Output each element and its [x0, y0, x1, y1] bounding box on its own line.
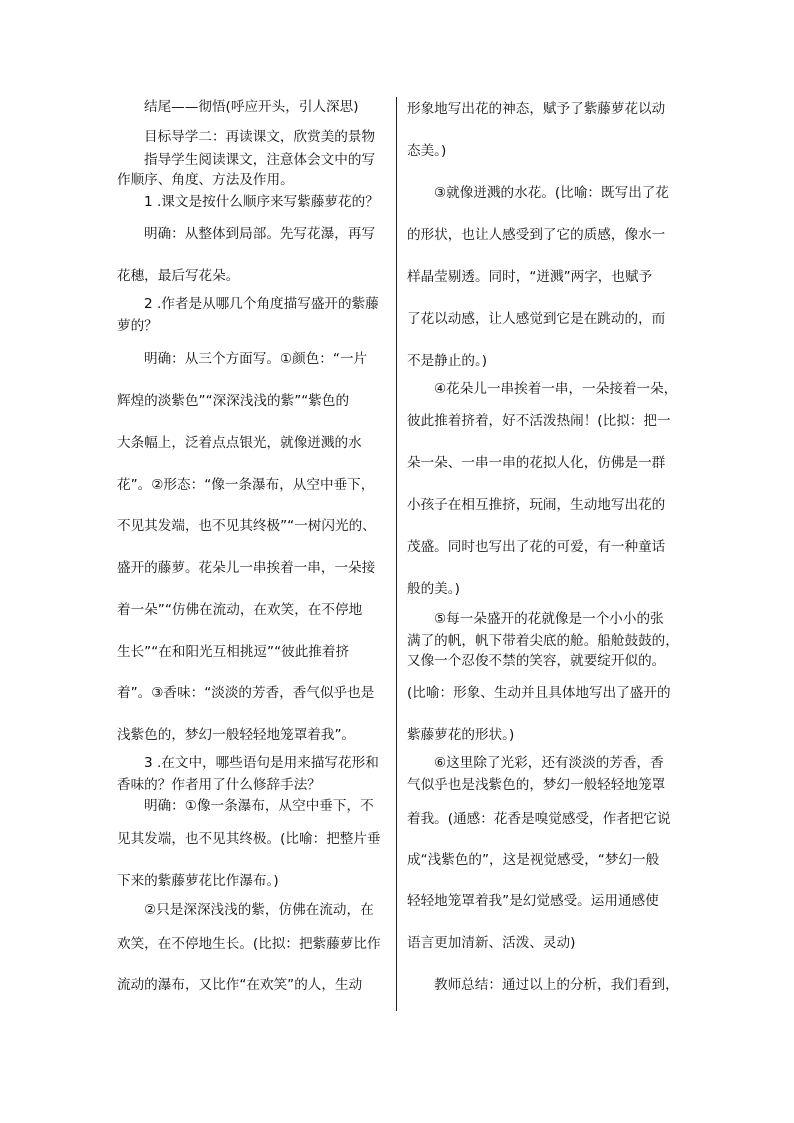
- text-line: 明确：①像一条瀑布，从空中垂下，不: [144, 798, 374, 814]
- text-line: 2 .作者是从哪几个角度描写盛开的紫藤: [144, 296, 379, 312]
- text-line: 彼此推着挤着，好不活泼热闹！(比拟：把一: [407, 413, 671, 429]
- text-line: (比喻：形象、生动并且具体地写出了盛开的: [407, 685, 671, 701]
- text-line: 又像一个忍俊不禁的笑容，就要绽开似的。: [407, 653, 666, 669]
- text-line: ②只是深深浅浅的紫，仿佛在流动，在: [144, 902, 374, 918]
- text-line: 着我。(通感：花香是嗅觉感受，作者把它说: [407, 811, 671, 827]
- text-line: 大条幅上，泛着点点银光，就像迸溅的水: [117, 435, 362, 451]
- text-line: 目标导学二：再读课文，欣赏美的景物: [144, 129, 376, 145]
- text-line: 流动的瀑布，又比作“在欢笑”的人，生动: [117, 977, 363, 993]
- text-line: 萝的？: [117, 318, 158, 334]
- text-line: 香味的？作者用了什么修辞手法？: [117, 777, 321, 793]
- column-divider: [396, 97, 397, 1011]
- text-line: 作顺序、角度、方法及作用。: [117, 172, 294, 188]
- text-line: ④花朵儿一串挨着一串，一朵接着一朵，: [434, 381, 678, 397]
- text-line: 明确：从三个方面写。①颜色：“一片: [144, 351, 368, 367]
- text-line: 气似乎也是浅紫色的，梦幻一般轻轻地笼罩: [407, 777, 666, 793]
- text-line: 茂盛。同时也写出了花的可爱，有一种童话: [407, 539, 666, 555]
- text-line: 轻轻地笼罩着我”是幻觉感受。运用通感使: [407, 893, 659, 909]
- text-line: 花穗，最后写花朵。: [117, 268, 240, 284]
- text-line: 明确：从整体到局部。先写花瀑，再写: [144, 226, 376, 242]
- text-line: 不见其发端，也不见其终极”“一树闪光的、: [117, 518, 376, 534]
- text-line: 成“浅紫色的”，这是视觉感受，“梦幻一般: [407, 852, 660, 868]
- text-line: 不是静止的。): [407, 353, 488, 369]
- text-line: 了花以动感，让人感觉到它是在跳动的，而: [407, 311, 666, 327]
- text-line: 1 .课文是按什么顺序来写紫藤萝花的？: [144, 194, 379, 210]
- text-line: 见其发端，也不见其终极。(比喻：把整片垂: [117, 831, 381, 847]
- text-line: 指导学生阅读课文，注意体会文中的写: [144, 152, 376, 168]
- text-line: 态美。): [407, 143, 447, 159]
- text-line: ⑥这里除了光彩，还有淡淡的芳香，香: [434, 755, 664, 771]
- text-line: 样晶莹剔透。同时，“迸溅”两字，也赋予: [407, 269, 653, 285]
- text-line: 朵一朵、一串一串的花拟人化，仿佛是一群: [407, 455, 666, 471]
- text-line: 紫藤萝花的形状。): [407, 727, 515, 743]
- text-line: 教师总结：通过以上的分析，我们看到，: [434, 977, 679, 993]
- text-line: 的形状，也让人感受到了它的质感，像水一: [407, 227, 666, 243]
- text-line: 辉煌的淡紫色”“深深浅浅的紫”“紫色的: [117, 393, 350, 409]
- text-line: 盛开的藤萝。花朵儿一串挨着一串，一朵接: [117, 560, 376, 576]
- text-line: 下来的紫藤萝花比作瀑布。): [117, 873, 279, 889]
- text-line: 满了的帆，帆下带着尖底的舱。船舱鼓鼓的，: [407, 633, 679, 649]
- text-line: 3 .在文中，哪些语句是用来描写花形和: [144, 755, 379, 771]
- text-line: ⑤每一朵盛开的花就像是一个小小的张: [434, 611, 664, 627]
- text-line: 着一朵”“仿佛在流动，在欢笑，在不停地: [117, 602, 363, 618]
- text-line: 语言更加清新、活泼、灵动): [407, 935, 576, 951]
- text-line: 欢笑，在不停地生长。(比拟：把紫藤萝比作: [117, 936, 381, 952]
- text-line: 般的美。): [407, 581, 460, 597]
- text-line: 结尾——彻悟(呼应开头，引人深思): [144, 99, 359, 115]
- text-line: 着”。③香味：“淡淡的芳香，香气似乎也是: [117, 685, 375, 701]
- text-line: ③就像迸溅的水花。(比喻：既写出了花: [434, 185, 669, 201]
- text-line: 形象地写出花的神态，赋予了紫藤萝花以动: [407, 101, 666, 117]
- text-line: 生长”“在和阳光互相挑逗”“彼此推着挤: [117, 644, 350, 660]
- text-line: 浅紫色的，梦幻一般轻轻地笼罩着我”。: [117, 727, 356, 743]
- text-line: 花”。②形态：“像一条瀑布，从空中垂下，: [117, 477, 375, 493]
- text-line: 小孩子在相互推挤，玩闹，生动地写出花的: [407, 497, 666, 513]
